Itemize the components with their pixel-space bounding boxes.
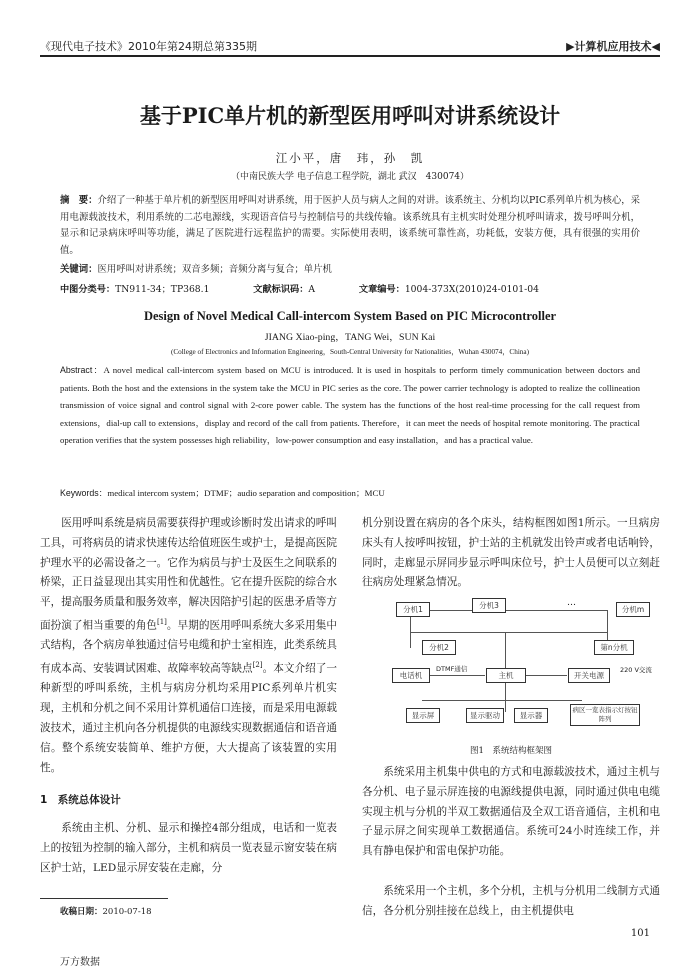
display-driver-box: 显示驱动	[466, 708, 504, 723]
watermark: 万方数据	[60, 957, 100, 968]
section-heading: 1 系统总体设计	[40, 794, 121, 806]
authors: 江小平，唐 玮，孙 凯	[275, 151, 425, 165]
keywords-en: Keywords：medical intercom system；DTMF；audio separation and composition；MCU	[60, 488, 385, 498]
right-paragraph-1: 机分别设置在病房的各个床头，结构框图如图1所示。一旦病房床头有人按呼叫按钮，护士站的主机就发出铃声或者电话响铃，同时，走廊显示屏同步显示呼叫床位号，护士人员便可以立刻赶往病房处理紧急情况。	[362, 517, 660, 589]
extension-1-box: 分机1	[396, 602, 430, 617]
header-rule	[40, 55, 660, 57]
power-supply-box: 开关电源	[568, 668, 610, 683]
display-box: 显示器	[514, 708, 548, 723]
right-paragraph-2: 系统采用主机集中供电的方式和电源载波技术，通过主机与各分机、电子显示屏连接的电源线提供电源，同时通过供电电缆实现主机与分机的半双工数据通信及全双工语音通信，主机和电子显示屏之间实现单工数据通信。系统可24小时连续工作，并具有静电保护和雷电保护功能。	[362, 766, 660, 858]
host-box: 主机	[486, 668, 526, 683]
paper-title: 基于PIC单片机的新型医用呼叫对讲系统设计	[139, 103, 561, 128]
extension-2-box: 分机2	[422, 640, 456, 655]
bus-mid	[410, 632, 607, 633]
dtmf-label: DTMF通信	[436, 665, 468, 673]
extension-3-box: 分机3	[472, 598, 506, 613]
english-title: Design of Novel Medical Call-intercom System Based on PIC Microcontroller	[143, 309, 557, 323]
ac-label: 220 V交流	[620, 666, 652, 674]
bus-top	[410, 610, 607, 611]
figure-1	[362, 592, 660, 742]
triangle-right-icon: ▶	[566, 40, 575, 53]
figure-caption: 图1 系统结构框架图	[470, 746, 552, 756]
phone-link	[430, 675, 485, 676]
abstract-en: Abstract：A novel medical call-intercom system based on MCU is introduced. It is used in hospitals to perform timely communication between doctors and patients. Both the host and the extensions in the system take the MCU in PIC series as the core. The power carrier technology is adopted to realize the collineation transmission of voice signal and control signal with 2-core power cable. The system has the functions of the host real-time processing for the call request from extensions，dial-up call to extensions，display and record of the call from patients. Therefore，it can meet the needs of hospital remote monitoring. The practical operation verifies that the system possesses high reliability，low-power consumption and easy installation，and has a practical value.	[60, 365, 640, 446]
right-paragraph-3: 系统采用一个主机，多个分机，主机与分机用二线制方式通信，各分机分别挂接在总线上，由主机提供电	[362, 885, 660, 917]
abstract-cn: 摘 要：介绍了一种基于单片机的新型医用呼叫对讲系统，用于医护人员与病人之间的对讲。该系统主、分机均以PIC系列单片机为核心，采用电源载波技术，利用系统的二芯电源线，实现语音信号与控制信号的共线传输。该系统具有主机实时处理分机呼叫请求，拨号呼叫分机，显示和记录病床呼叫等功能，满足了医院进行远程监护的需要。实际使用表明，该系统可靠性高，功耗低，安装方便，具有很强的实用价值。	[60, 195, 640, 256]
system-paragraph: 系统由主机、分机、显示和操控4部分组成，电话和一览表上的按钮为控制的输入部分，主机和病员一览表显示窗安装在病区护士站，LED显示屏安装在走廊，分	[40, 822, 337, 874]
bottom-bus	[422, 700, 582, 701]
ward-list-box: 病区一览表指示灯按钮阵列	[570, 704, 640, 726]
classification-line: 中图分类号：TN911-34；TP368.1 文献标识码：A 文章编号：1004-373X(2010)24-0101-04	[60, 284, 539, 295]
bus-host-vertical	[505, 632, 506, 668]
extension-m-box: 分机m	[616, 602, 650, 617]
english-authors: JIANG Xiao-ping，TANG Wei，SUN Kai	[264, 332, 436, 343]
english-affiliation: (College of Electronics and Information Engineering，South-Central University for Nationalities，Wuhan 430074，China)	[170, 348, 529, 356]
received-date: 收稿日期：2010-07-18	[60, 907, 152, 917]
intro-paragraph: 医用呼叫系统是病员需要获得护理或诊断时发出请求的呼叫工具，可将病员的请求快速传达给值班医生或护士，是提高医院护理水平的必需设备之一。它作为病员与护士及医生之间联系的桥梁，正日益显现出其实用性和优越性。它在提升医院的综合水平，提高服务质量和服务效率，解决因陪护引起的医患矛盾等方面扮演了相当重要的角色[1]。早期的医用呼叫系统大多采用集中式结构，各个病房单独通过信号电缆和护士室相连，此类系统具有成本高、安装调试困难、故障率较高等缺点[2]。本文介绍了一种新型的呼叫系统，主机与病房分机均采用PIC系列单片机实现，主机和分机之间不采用计算机通信口连接，而是采用电源载波技术，通过主机向各分机提供的电源线实现数据通信和语音通信。整个系统安装简单、维护方便，大大提高了该装置的实用性。	[40, 517, 338, 774]
affiliation: （中南民族大学 电子信息工程学院，湖北 武汉 430074）	[230, 172, 470, 182]
section-header: ▶计算机应用技术◀	[566, 40, 660, 53]
journal-header: 《现代电子技术》2010年第24期总第335期	[40, 40, 257, 53]
screen-box: 显示屏	[406, 708, 440, 723]
phone-box: 电话机	[392, 668, 430, 683]
triangle-left-icon: ◀	[651, 40, 660, 53]
ellipsis: …	[567, 598, 576, 608]
footnote-rule	[40, 898, 168, 899]
host-down	[505, 683, 506, 712]
extension-n-box: 第n分机	[594, 640, 634, 655]
power-link	[525, 675, 567, 676]
page-number: 101	[630, 928, 650, 939]
keywords-cn: 关键词：医用呼叫对讲系统；双音多频；音频分离与复合；单片机	[60, 264, 332, 275]
